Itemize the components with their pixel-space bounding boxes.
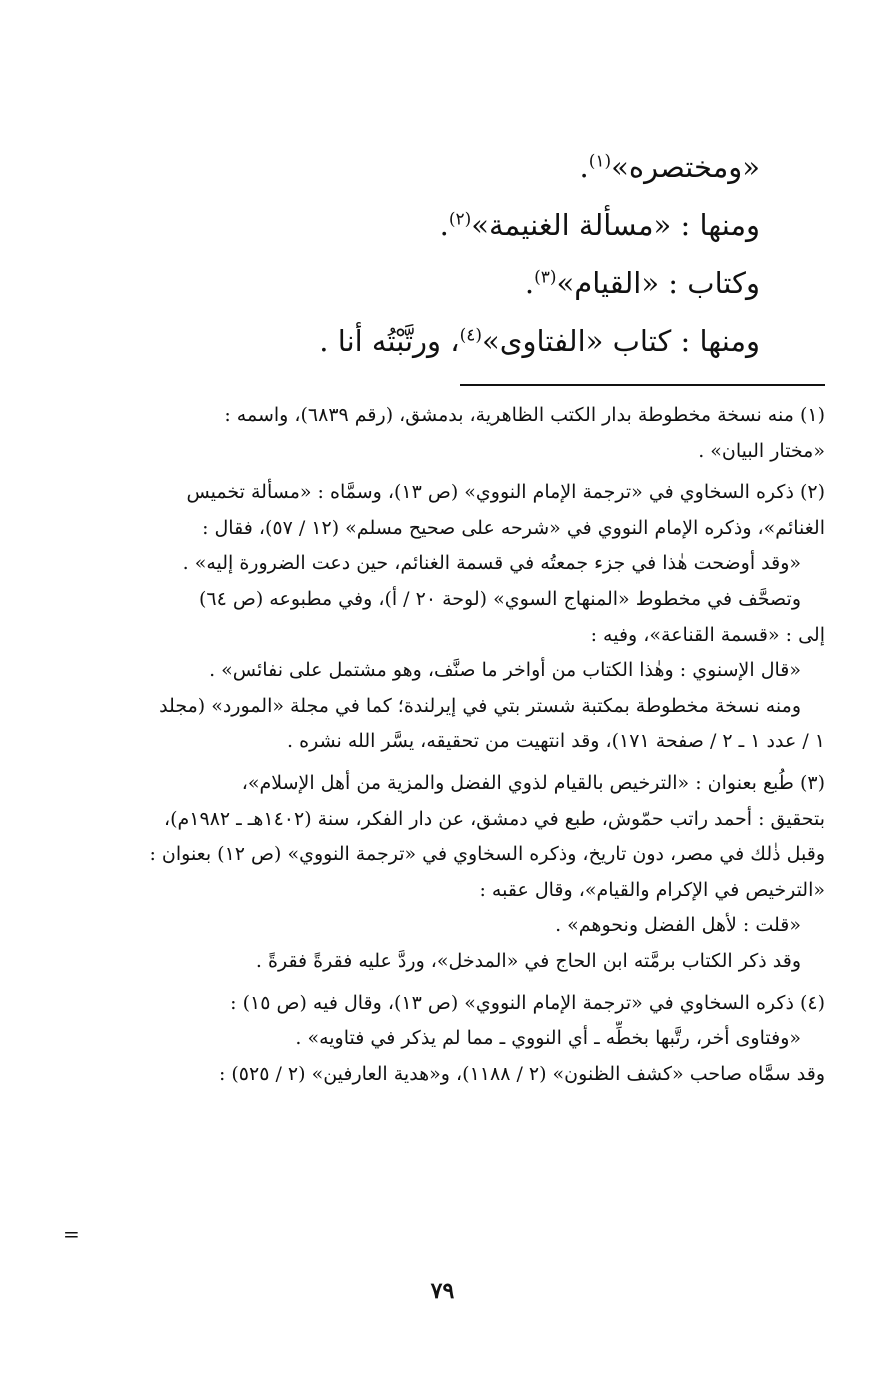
footnote-divider <box>460 384 825 386</box>
footnote-line: الغنائم»، وذكره الإمام النووي في «شرحه على صحيح مسلم» (١٢ / ٥٧)، فقال : <box>202 516 825 539</box>
page-number: ٧٩ <box>430 1278 455 1304</box>
main-line <box>120 196 760 254</box>
footnote-line: ١ / عدد ١ ـ ٢ / صفحة ١٧١)، وقد انتهيت من تحقيقه، يسَّر الله نشره . <box>287 730 825 753</box>
main-line <box>120 254 760 312</box>
footnote-line: «قال الإسنوي : وهٰذا الكتاب من أواخر ما صنَّف، وهو مشتمل على نفائس» . <box>209 659 801 682</box>
footnote-marker: (٢) <box>448 209 472 230</box>
footnote-line: (٣) طُبع بعنوان : «الترخيص بالقيام لذوي الفضل والمزية من أهل الإسلام»، <box>241 771 825 794</box>
footnote-line: «وفتاوى أخر، رتَّبها بخطِّه ـ أي النووي ـ مما لم يذكر في فتاويه» . <box>295 1027 801 1050</box>
footnote-line: «قلت : لأهل الفضل ونحوهم» . <box>555 914 801 937</box>
footnote-line: بتحقيق : أحمد راتب حمّوش، طبع في دمشق، عن دار الفكر، سنة (١٤٠٢هـ ـ ١٩٨٢م)، <box>163 807 825 830</box>
footnote-line: (٤) ذكره السخاوي في «ترجمة الإمام النووي» (ص ١٣)، وقال فيه (ص ١٥) : <box>230 991 825 1014</box>
main-line-text: «ومختصره» <box>611 150 760 184</box>
main-line-tail: . <box>579 150 589 184</box>
footnote-line: وقبل ذٰلك في مصر، دون تاريخ، وذكره السخاوي في «ترجمة النووي» (ص ١٢) بعنوان : <box>149 843 825 866</box>
main-line-tail: ، ورتَّبْتُه أنا . <box>319 324 460 358</box>
footnote-marker: (٣) <box>534 267 557 288</box>
continuation-mark: = <box>63 1222 80 1246</box>
main-line-tail: . <box>439 208 449 242</box>
footnote-line: «الترخيص في الإكرام والقيام»، وقال عقبه : <box>479 878 825 901</box>
footnote-marker: (٤) <box>459 325 483 346</box>
main-line-text: ومنها : «مسألة الغنيمة» <box>471 208 760 242</box>
footnotes <box>105 398 825 1092</box>
footnote-line: (١) منه نسخة مخطوطة بدار الكتب الظاهرية، بدمشق، (رقم ٦٨٣٩)، واسمه : <box>224 404 825 426</box>
footnote-line: وقد سمَّاه صاحب «كشف الظنون» (٢ / ١١٨٨)، و«هدية العارفين» (٢ / ٥٢٥) : <box>218 1062 825 1085</box>
footnote-line: وقد ذكر الكتاب برمَّته ابن الحاج في «المدخل»، وردَّ عليه فقرةً فقرةً . <box>255 949 801 972</box>
main-line <box>120 312 760 370</box>
footnote-line: «مختار البيان» . <box>698 439 825 462</box>
footnote-line: «وقد أوضحت هٰذا في جزء جمعتُه في قسمة الغنائم، حين دعت الضرورة إليه» . <box>182 552 801 575</box>
footnote-line: ومنه نسخة مخطوطة بمكتبة شستر بتي في إيرلندة؛ كما في مجلة «المورد» (مجلد <box>159 694 801 717</box>
main-line-text: وكتاب : «القيام» <box>556 266 760 300</box>
footnote-line: (٢) ذكره السخاوي في «ترجمة الإمام النووي» (ص ١٣)، وسمَّاه : «مسألة تخميس <box>186 481 825 504</box>
footnote-line: وتصحَّف في مخطوط «المنهاج السوي» (لوحة ٢٠ / أ)، وفي مطبوعه (ص ٦٤) <box>199 587 801 610</box>
main-line <box>120 138 760 196</box>
footnote-marker: (١) <box>588 151 612 172</box>
footnote-line: إلى : «قسمة القناعة»، وفيه : <box>590 623 825 646</box>
main-line-tail: . <box>524 266 535 300</box>
main-text <box>120 138 760 370</box>
main-line-text: ومنها : كتاب «الفتاوى» <box>482 324 760 358</box>
